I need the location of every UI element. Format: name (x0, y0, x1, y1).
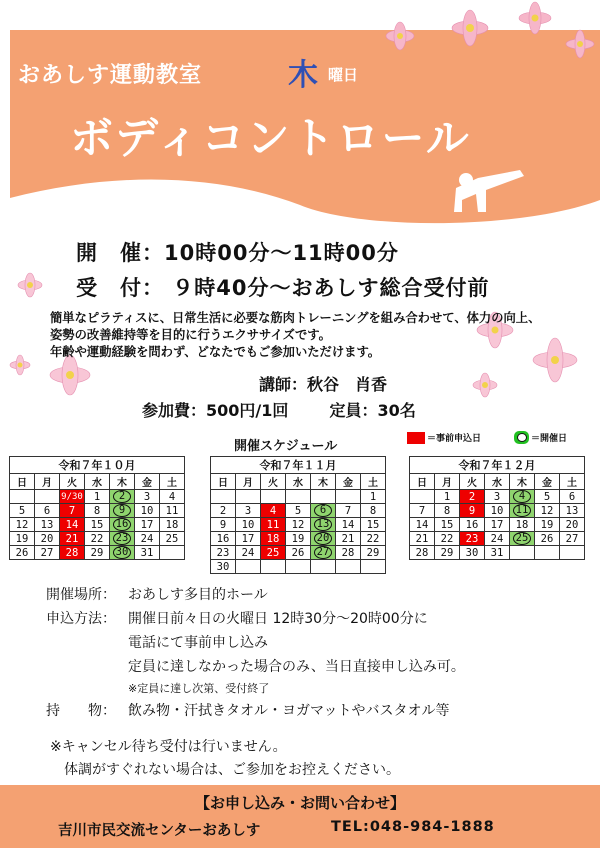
calendar-title: 令和７年１２月 (410, 457, 585, 474)
day-cell: 8 (435, 504, 460, 518)
day-cell: 13 (35, 518, 60, 532)
day-cell: 18 (160, 518, 185, 532)
day-cell: 22 (435, 532, 460, 546)
day-cell (535, 546, 560, 560)
advance-day-cell: 25 (261, 546, 286, 560)
day-cell: 28 (336, 546, 361, 560)
cosmos-flower-icon (360, 0, 600, 60)
advance-day-cell: 7 (60, 504, 85, 518)
day-cell: 14 (336, 518, 361, 532)
day-cell: 15 (435, 518, 460, 532)
day-cell: 10 (236, 518, 261, 532)
day-cell (336, 560, 361, 574)
advance-day-cell: 9/30 (61, 491, 83, 502)
bring-row (46, 700, 449, 720)
weekday-header: 日 (211, 474, 236, 490)
weekday: 木 (288, 58, 318, 93)
day-cell: 7 (410, 504, 435, 518)
day-cell (35, 490, 60, 504)
weekday-header: 金 (135, 474, 160, 490)
day-cell: 8 (361, 504, 386, 518)
day-cell: 21 (336, 532, 361, 546)
day-cell: 7 (336, 504, 361, 518)
note-line: ※キャンセル待ち受付は行いません。 (50, 739, 287, 755)
description-line: 簡単なピラティスに、日常生活に必要な筋肉トレーニングを組み合わせて、体力の向上、 (50, 311, 541, 325)
day-cell: 17 (135, 518, 160, 532)
weekday-header: 火 (261, 474, 286, 490)
held-day-cell: 9 (110, 504, 135, 518)
reception-time: 受 付： ９時40分～おあしす総合受付前 (76, 276, 490, 300)
day-cell: 20 (35, 532, 60, 546)
weekday-header: 火 (60, 474, 85, 490)
day-cell: 23 (211, 546, 236, 560)
calendar-title: 令和７年１１月 (211, 457, 386, 474)
weekday-header: 木 (110, 474, 135, 490)
description-line: 姿勢の改善維持等を目的に行うエクササイズです。 (50, 328, 331, 342)
day-cell (311, 490, 336, 504)
day-cell: 19 (10, 532, 35, 546)
apply-line: 定員に達しなかった場合のみ、当日直接申し込み可。 (128, 659, 465, 675)
schedule-title: 開催スケジュール (234, 439, 338, 454)
day-cell: 15 (85, 518, 110, 532)
fee: 参加費：500円/1回 (142, 401, 289, 420)
day-cell: 2 (211, 504, 236, 518)
day-cell: 10 (135, 504, 160, 518)
day-cell (336, 490, 361, 504)
day-cell: 31 (485, 546, 510, 560)
apply-line: 電話にて事前申し込み (128, 635, 268, 651)
day-cell: 5 (10, 504, 35, 518)
note-line: 体調がすぐれない場合は、ご参加をお控えください。 (50, 762, 400, 778)
day-cell: 27 (560, 532, 585, 546)
day-cell: 30 (460, 546, 485, 560)
description-line: 年齢や運動経験を問わず、どなたでもご参加いただけます。 (50, 345, 381, 359)
day-cell: 27 (35, 546, 60, 560)
weekday-suffix: 曜日 (328, 66, 359, 84)
legend-advance (407, 431, 481, 444)
day-cell: 1 (435, 490, 460, 504)
day-cell: 3 (135, 490, 160, 504)
venue-row (46, 584, 268, 604)
apply-note: ※定員に達し次第、受付終了 (128, 682, 270, 695)
weekday-header: 水 (485, 474, 510, 490)
advance-day-cell: 28 (60, 546, 85, 560)
fee-capacity (142, 398, 416, 421)
held-day-cell: 30 (110, 546, 135, 560)
weekday-header: 木 (311, 474, 336, 490)
day-cell: 24 (135, 532, 160, 546)
day-cell: 6 (560, 490, 585, 504)
day-cell (560, 546, 585, 560)
green-circle-icon (514, 431, 529, 444)
day-cell: 3 (236, 504, 261, 518)
day-cell: 29 (435, 546, 460, 560)
day-cell: 18 (510, 518, 535, 532)
weekday-header: 金 (336, 474, 361, 490)
day-cell: 15 (361, 518, 386, 532)
day-cell: 21 (410, 532, 435, 546)
day-cell: 6 (35, 504, 60, 518)
day-cell (311, 560, 336, 574)
held-day-cell: 4 (510, 490, 535, 504)
day-cell: 29 (361, 546, 386, 560)
footer-title: 【お申し込み・お問い合わせ】 (194, 794, 405, 812)
advance-day-cell: 23 (460, 532, 485, 546)
day-cell: 9 (211, 518, 236, 532)
day-cell: 3 (485, 490, 510, 504)
day-cell: 22 (85, 532, 110, 546)
bring-key: 持 物： (46, 703, 116, 719)
day-cell (261, 560, 286, 574)
apply-line: 開催日前々日の火曜日 12時30分～20時00分に (128, 611, 428, 627)
weekday-header: 火 (460, 474, 485, 490)
day-cell: 1 (361, 490, 386, 504)
day-cell: 10 (485, 504, 510, 518)
day-cell (261, 490, 286, 504)
legend-held (514, 431, 567, 444)
held-day-cell: 25 (510, 532, 535, 546)
weekday-header: 月 (236, 474, 261, 490)
calendar-november (210, 456, 386, 574)
day-cell (286, 560, 311, 574)
day-cell: 29 (85, 546, 110, 560)
held-day-cell: 20 (311, 532, 336, 546)
legend-held-label: ＝開催日 (531, 434, 568, 444)
weekday-header: 土 (160, 474, 185, 490)
weekday-header: 日 (10, 474, 35, 490)
day-cell: 17 (236, 532, 261, 546)
weekday-header: 木 (510, 474, 535, 490)
calendar-title: 令和７年１０月 (10, 457, 185, 474)
day-cell: 12 (10, 518, 35, 532)
day-cell: 1 (85, 490, 110, 504)
advance-day-cell: 9 (460, 504, 485, 518)
calendar-october (9, 456, 185, 560)
legend-advance-label: ＝事前申込日 (427, 434, 482, 444)
day-cell: 20 (560, 518, 585, 532)
day-cell: 5 (286, 504, 311, 518)
day-cell (211, 490, 236, 504)
weekday-header: 土 (361, 474, 386, 490)
held-day-cell: 2 (110, 490, 135, 504)
day-cell: 26 (286, 546, 311, 560)
day-cell: 12 (535, 504, 560, 518)
venue-key: 開催場所： (46, 587, 116, 603)
day-cell: 26 (10, 546, 35, 560)
weekday-header: 日 (410, 474, 435, 490)
day-cell: 16 (460, 518, 485, 532)
day-cell (510, 546, 535, 560)
day-cell (361, 560, 386, 574)
day-cell: 22 (361, 532, 386, 546)
day-cell: 14 (410, 518, 435, 532)
instructor: 講師：秋谷 肖香 (259, 375, 388, 394)
day-cell: 17 (485, 518, 510, 532)
footer-org: 吉川市民交流センターおあしす (58, 823, 261, 839)
day-cell: 13 (560, 504, 585, 518)
held-day-cell: 16 (110, 518, 135, 532)
day-cell: 31 (135, 546, 160, 560)
held-day-cell: 27 (311, 546, 336, 560)
advance-day-cell: 14 (60, 518, 85, 532)
day-cell: 24 (236, 546, 261, 560)
held-day-cell: 13 (311, 518, 336, 532)
day-cell: 11 (160, 504, 185, 518)
venue: おあしす多目的ホール (128, 587, 268, 603)
advance-day-cell: 11 (261, 518, 286, 532)
day-cell (410, 490, 435, 504)
apply-key: 申込方法： (46, 611, 116, 627)
advance-day-cell: 4 (261, 504, 286, 518)
day-cell: 26 (535, 532, 560, 546)
red-square-icon (407, 432, 425, 444)
apply-row (46, 608, 428, 628)
description (50, 310, 540, 361)
day-cell (10, 490, 35, 504)
day-cell (160, 546, 185, 560)
advance-day-cell: 2 (460, 490, 485, 504)
weekday-header: 水 (286, 474, 311, 490)
day-cell: 19 (535, 518, 560, 532)
day-cell (286, 490, 311, 504)
day-cell: 28 (410, 546, 435, 560)
day-cell: 8 (85, 504, 110, 518)
calendar-december (409, 456, 585, 560)
day-cell: 4 (160, 490, 185, 504)
footer-tel: TEL:048-984-1888 (331, 819, 495, 835)
day-cell: 12 (286, 518, 311, 532)
day-cell: 24 (485, 532, 510, 546)
session-time: 開 催：10時00分～11時00分 (76, 241, 399, 265)
weekday-header: 土 (560, 474, 585, 490)
weekday-header: 水 (85, 474, 110, 490)
weekday-header: 月 (35, 474, 60, 490)
held-day-cell: 6 (311, 504, 336, 518)
advance-day-cell: 18 (261, 532, 286, 546)
notes (50, 736, 400, 782)
weekday-header: 月 (435, 474, 460, 490)
weekday-header: 金 (535, 474, 560, 490)
day-cell: 19 (286, 532, 311, 546)
held-day-cell: 11 (510, 504, 535, 518)
held-day-cell: 23 (110, 532, 135, 546)
class-name: おあしす運動教室 (18, 63, 203, 88)
day-cell: 16 (211, 532, 236, 546)
footer-contact (0, 785, 600, 848)
capacity: 定員：30名 (329, 401, 416, 420)
day-cell: 25 (160, 532, 185, 546)
day-cell (236, 490, 261, 504)
advance-day-cell: 21 (60, 532, 85, 546)
day-cell (236, 560, 261, 574)
day-cell: 5 (535, 490, 560, 504)
bring: 飲み物・汗拭きタオル・ヨガマットやバスタオル等 (128, 703, 450, 719)
day-cell: 30 (211, 560, 236, 574)
program-title: ボディコントロール (70, 114, 471, 164)
